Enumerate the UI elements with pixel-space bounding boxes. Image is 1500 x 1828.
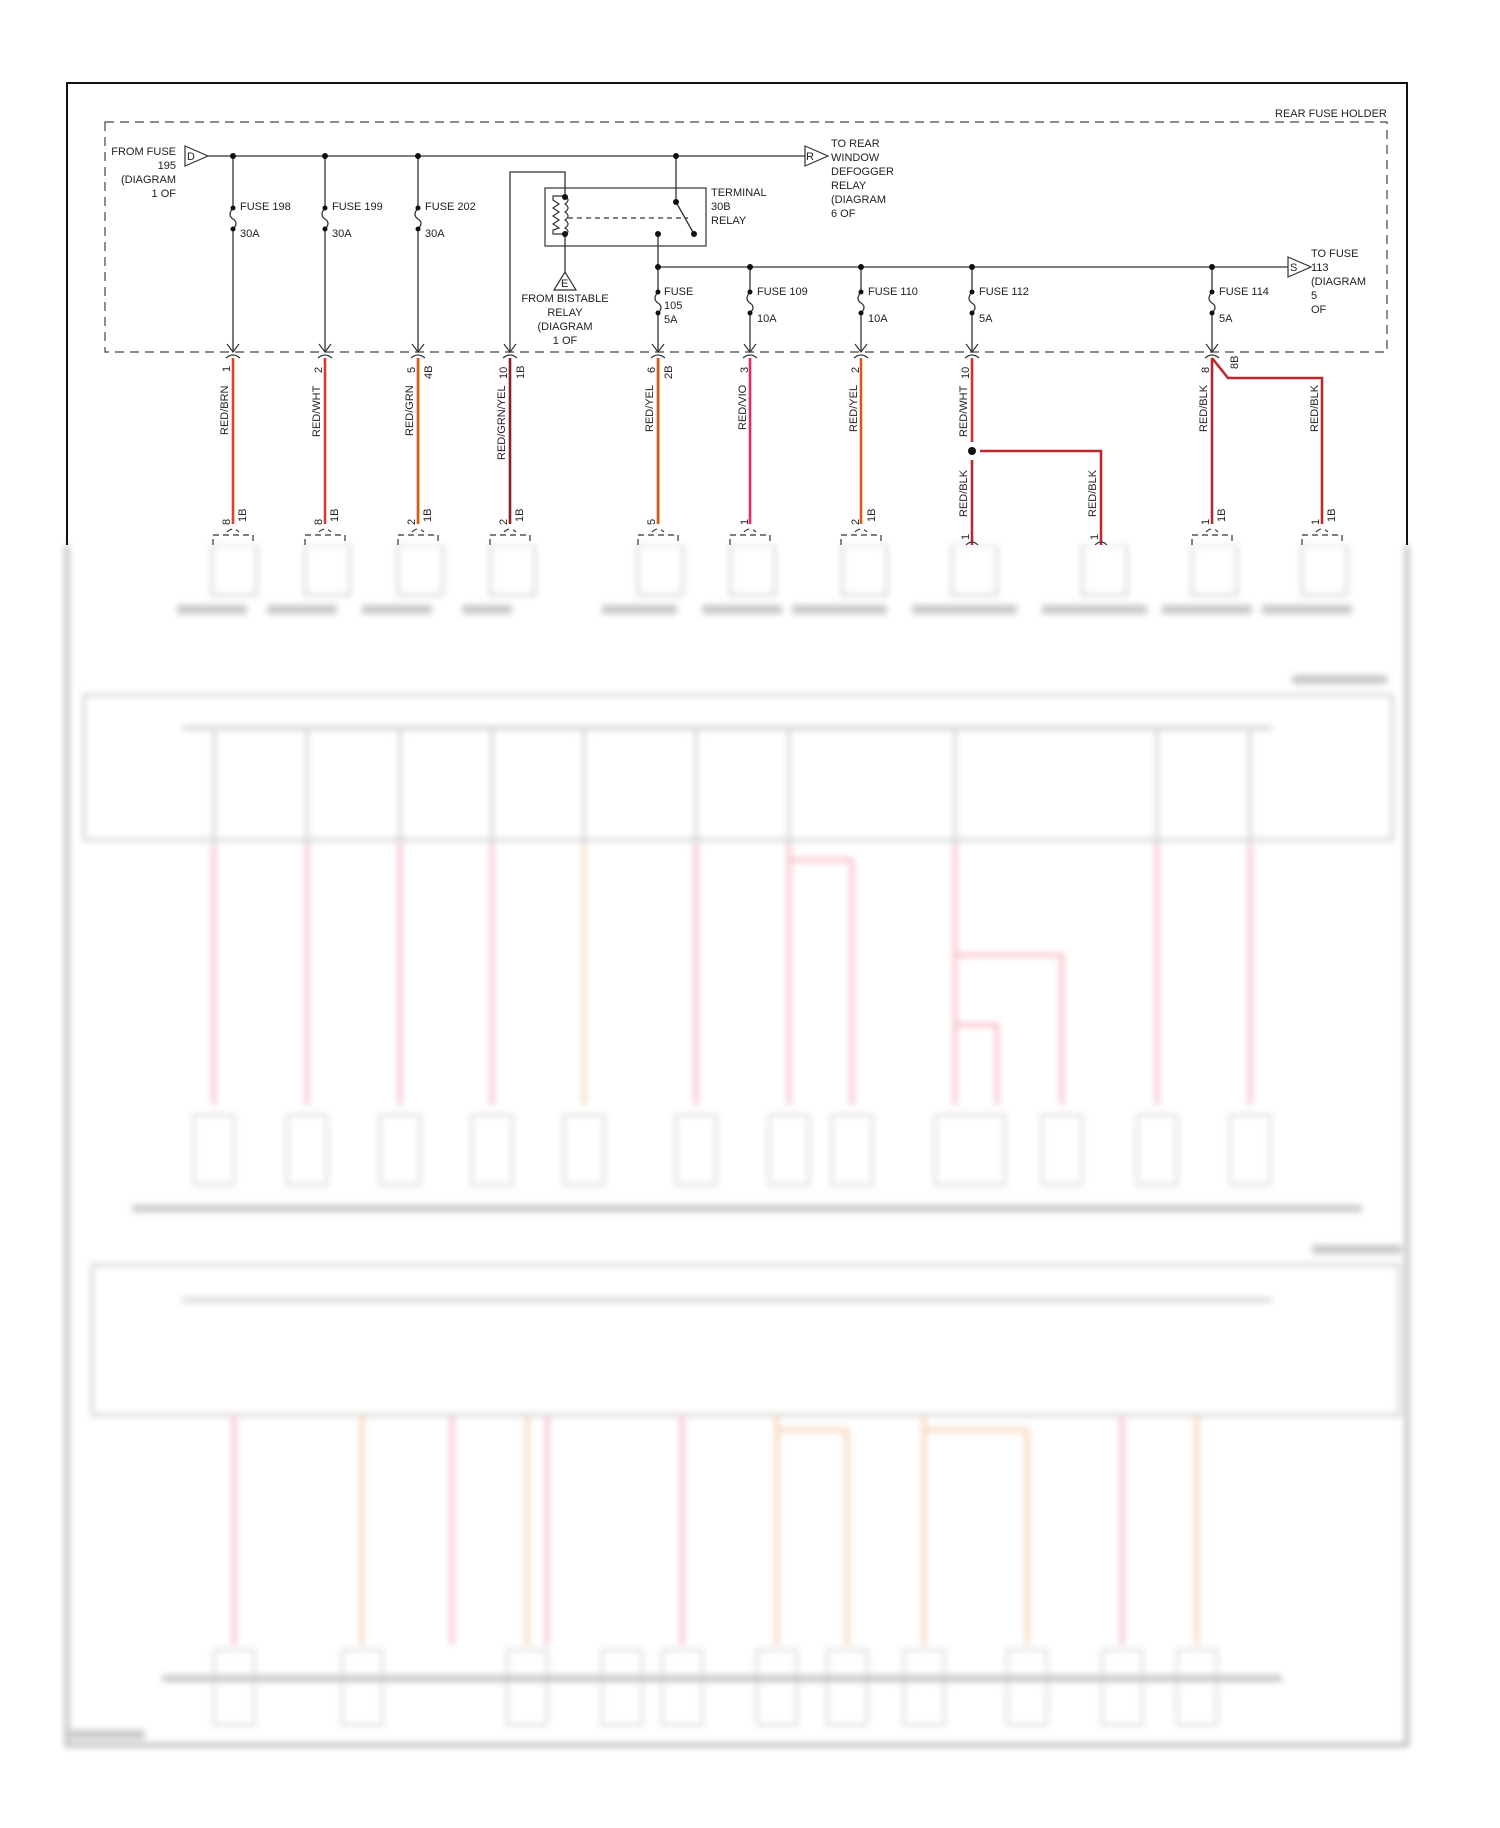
pin-number: 2 [406,518,418,525]
fuse-icon [746,290,754,316]
pin-number: 1 [221,365,233,372]
fuse-icon [654,290,662,316]
relay-label: TERMINAL 30B RELAY [711,187,767,227]
wire-label: RED/YEL [644,384,656,432]
offpage-r-letter: R [806,151,814,163]
blurred-diagram-region [62,545,1412,1755]
output-s-label: TO FUSE 113 (DIAGRAM 5 OF [1311,248,1366,316]
fuse-199-name: FUSE 199 [332,201,383,213]
wire-label: RED/BLK [1198,384,1210,432]
pin-number: 2 [313,366,325,373]
fuse-109-rating: 10A [757,313,777,325]
fuse-icon [229,206,237,232]
wire-label: RED/VIO [737,384,749,430]
connector-id: 1B [514,508,526,522]
fuse-112-rating: 5A [979,313,993,325]
pin-number: 1 [1089,533,1101,540]
fuse-105-rating: 5A [664,314,678,326]
fuse-105-name: FUSE [664,286,694,298]
connector-id: 1B [515,365,527,379]
section-title: REAR FUSE HOLDER [1275,108,1387,120]
wire-label: RED/BLK [1087,469,1099,517]
splice-dot [968,447,976,455]
pin-number: 10 [960,366,972,379]
fuse-icon [968,290,976,316]
connector-id: 8B [1229,355,1241,369]
source-e-label: FROM BISTABLE RELAY (DIAGRAM 1 OF [521,293,609,347]
pin-number: 2 [850,366,862,373]
wire-label: RED/WHT [311,385,323,437]
offpage-d-letter: D [187,151,195,163]
fuse-198-name: FUSE 198 [240,201,291,213]
pin-number: 1 [1310,518,1322,525]
fuse-105-number: 105 [664,300,683,312]
pin-number: 2 [850,518,862,525]
pin-number: 1 [960,533,972,540]
relay-box [545,188,706,246]
fuse-198-rating: 30A [240,228,260,240]
output-r-label: TO REAR WINDOW DEFOGGER RELAY (DIAGRAM 6 OF [831,138,894,220]
fuse-114-name: FUSE 114 [1219,286,1269,298]
wire-label: RED/WHT [958,385,970,437]
connector-id: 1B [866,508,878,522]
connector-id: 1B [422,508,434,522]
offpage-e-letter: E [561,278,569,290]
connector-arrows [226,344,1219,358]
outer-frame [67,83,1407,545]
fuse-110-name: FUSE 110 [868,286,918,298]
wire-label: RED/BLK [958,469,970,517]
fuse-112-name: FUSE 112 [979,286,1029,298]
pin-number: 8 [221,518,233,525]
fuse-199-rating: 30A [332,228,352,240]
pin-number: 1 [739,518,751,525]
pin-number: 6 [646,366,658,373]
connector-id: 1B [237,508,249,522]
connector-id: 1B [329,508,341,522]
connector-id: 4B [423,365,435,379]
pin-number: 5 [406,366,418,373]
pin-number: 1 [1200,518,1212,525]
source-d-label: FROM FUSE 195 (DIAGRAM 1 OF [111,146,176,200]
fuse-icon [1208,290,1216,316]
connector-id: 2B [663,365,675,379]
fuse-110-rating: 10A [868,313,888,325]
wire-label: RED/BLK [1309,384,1321,432]
pin-number: 8 [1200,366,1212,373]
pin-number: 8 [313,518,325,525]
fuse-202-name: FUSE 202 [425,201,476,213]
wire-label: RED/GRN/YEL [496,385,508,460]
fuse-icon [857,290,865,316]
fuse-202-rating: 30A [425,228,445,240]
wires [233,355,1322,545]
blurred-canvas [62,545,1412,1755]
fuse-icon [321,206,329,232]
pin-number: 2 [498,518,510,525]
fuse-icon [414,206,422,232]
component-connectors [213,529,1342,545]
pin-number: 10 [498,366,510,379]
connector-id: 1B [1326,508,1338,522]
pin-number: 3 [739,366,751,373]
pin-number: 5 [646,518,658,525]
offpage-s-letter: S [1290,262,1298,274]
connector-id: 1B [1216,508,1228,522]
wire-label: RED/GRN [404,385,416,436]
fuse-109-name: FUSE 109 [757,286,808,298]
wire-label: RED/YEL [848,384,860,432]
fuse-114-rating: 5A [1219,313,1233,325]
wire-label: RED/BRN [219,385,231,435]
